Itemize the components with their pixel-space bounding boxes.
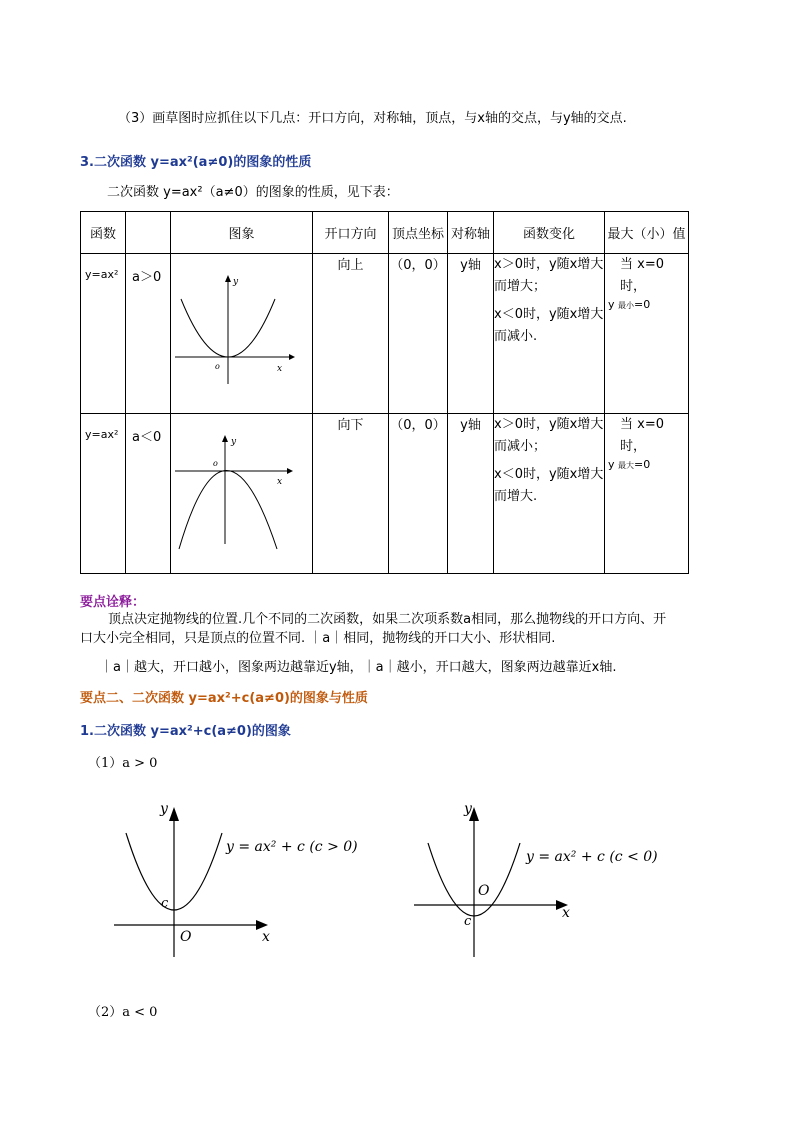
case-a-positive: （1）a > 0 <box>88 756 158 771</box>
key-note-line2: 口大小完全相同，只是顶点的位置不同. ｜a｜相同，抛物线的开口大小、形状相同. <box>80 631 556 646</box>
row-function: y=ax² <box>81 254 126 414</box>
extreme-y: y <box>608 298 615 311</box>
properties-table <box>80 211 689 574</box>
row-vertex: （0，0） <box>389 254 448 414</box>
row-axis: y轴 <box>448 414 494 574</box>
extreme-value <box>608 298 688 313</box>
row-extreme <box>605 414 689 574</box>
origin-label: O <box>478 883 490 899</box>
key-note-line1: 顶点决定抛物线的位置.几个不同的二次函数，如果二次项系数a相同，那么抛物线的开口方向、开 <box>108 612 667 627</box>
change-rule-1: x＞0时，y随x增大而增大； <box>494 257 604 294</box>
x-axis-arrow <box>289 354 295 360</box>
subsection1-title: 1.二次函数 y=ax²+c(a≠0)的图象 <box>80 724 291 739</box>
sketch-tips-note: （3）画草图时应抓住以下几点：开口方向，对称轴，顶点，与x轴的交点，与y轴的交点. <box>118 111 627 126</box>
extreme-condition: 当 x=0时， <box>620 417 664 454</box>
header-cell-function: 函数 <box>81 212 126 254</box>
change-rule-1: x＞0时，y随x增大而减小； <box>494 417 604 454</box>
y-axis-arrow <box>222 435 228 442</box>
change-rule-2: x＜0时，y随x增大而增大. <box>494 467 604 504</box>
row-extreme <box>605 254 689 414</box>
y-axis-label: y <box>160 801 168 817</box>
formula-label: y = ax² + c (c > 0) <box>226 839 358 855</box>
origin-label: o <box>215 362 220 371</box>
y-axis-label: y <box>464 801 472 817</box>
row-opening: 向下 <box>313 414 389 574</box>
table-row <box>81 254 689 414</box>
section3-lead: 二次函数 y=ax²（a≠0）的图象的性质，见下表： <box>107 185 399 200</box>
header-cell-opening: 开口方向 <box>313 212 389 254</box>
x-axis-label: x <box>277 364 283 374</box>
intercept-c-label: c <box>161 896 169 911</box>
row-graph-cell <box>171 414 313 574</box>
origin-label: o <box>213 459 218 468</box>
y-axis-label: y <box>233 277 239 287</box>
row-change <box>494 254 605 414</box>
header-cell-axis: 对称轴 <box>448 212 494 254</box>
y-axis-label: y <box>231 437 237 447</box>
change-rule-2: x＜0时，y随x增大而减小. <box>494 307 604 344</box>
graph-c-negative <box>408 795 658 965</box>
formula-label: y = ax² + c (c < 0) <box>526 849 658 865</box>
header-cell-condition <box>126 212 171 254</box>
extreme-value <box>608 458 688 473</box>
header-cell-change: 函数变化 <box>494 212 605 254</box>
row-change <box>494 414 605 574</box>
x-axis-label: x <box>562 905 570 921</box>
header-cell-extreme: 最大（小）值 <box>605 212 689 254</box>
extreme-y: y <box>608 458 615 471</box>
table-header-row <box>81 212 689 254</box>
extreme-sub: 最小 <box>618 301 635 310</box>
table-row <box>81 414 689 574</box>
section3-title: 3.二次函数 y=ax²(a≠0)的图象的性质 <box>80 155 312 170</box>
parabola-curve <box>179 471 277 550</box>
graph-c-positive <box>108 795 358 965</box>
origin-label: O <box>180 929 192 945</box>
extreme-eq: =0 <box>634 458 651 471</box>
extreme-condition: 当 x=0时， <box>620 257 664 294</box>
row-function: y=ax² <box>81 414 126 574</box>
case-a-negative: （2）a < 0 <box>88 1005 158 1020</box>
key-note-line3: ｜a｜越大，开口越小，图象两边越靠近y轴，｜a｜越小，开口越大，图象两边越靠近x轴. <box>100 660 617 675</box>
x-axis-label: x <box>277 477 283 487</box>
key-note-title: 要点诠释： <box>80 595 146 610</box>
extreme-sub: 最大 <box>618 461 635 470</box>
row-axis: y轴 <box>448 254 494 414</box>
y-axis-arrow <box>169 807 179 821</box>
row-graph-cell <box>171 254 313 414</box>
parabola-up-graph <box>171 254 312 399</box>
x-axis-label: x <box>262 929 270 945</box>
parabola-down-graph <box>171 414 312 559</box>
row-condition: a＜0 <box>126 414 171 574</box>
intercept-c-label: c <box>464 914 472 929</box>
x-axis-arrow <box>287 468 293 474</box>
row-vertex: （0，0） <box>389 414 448 574</box>
header-cell-vertex: 顶点坐标 <box>389 212 448 254</box>
y-axis-arrow <box>225 275 231 282</box>
header-cell-graph: 图象 <box>171 212 313 254</box>
row-condition: a＞0 <box>126 254 171 414</box>
extreme-eq: =0 <box>634 298 651 311</box>
key-point2-title: 要点二、二次函数 y=ax²+c(a≠0)的图象与性质 <box>80 691 368 706</box>
row-opening: 向上 <box>313 254 389 414</box>
